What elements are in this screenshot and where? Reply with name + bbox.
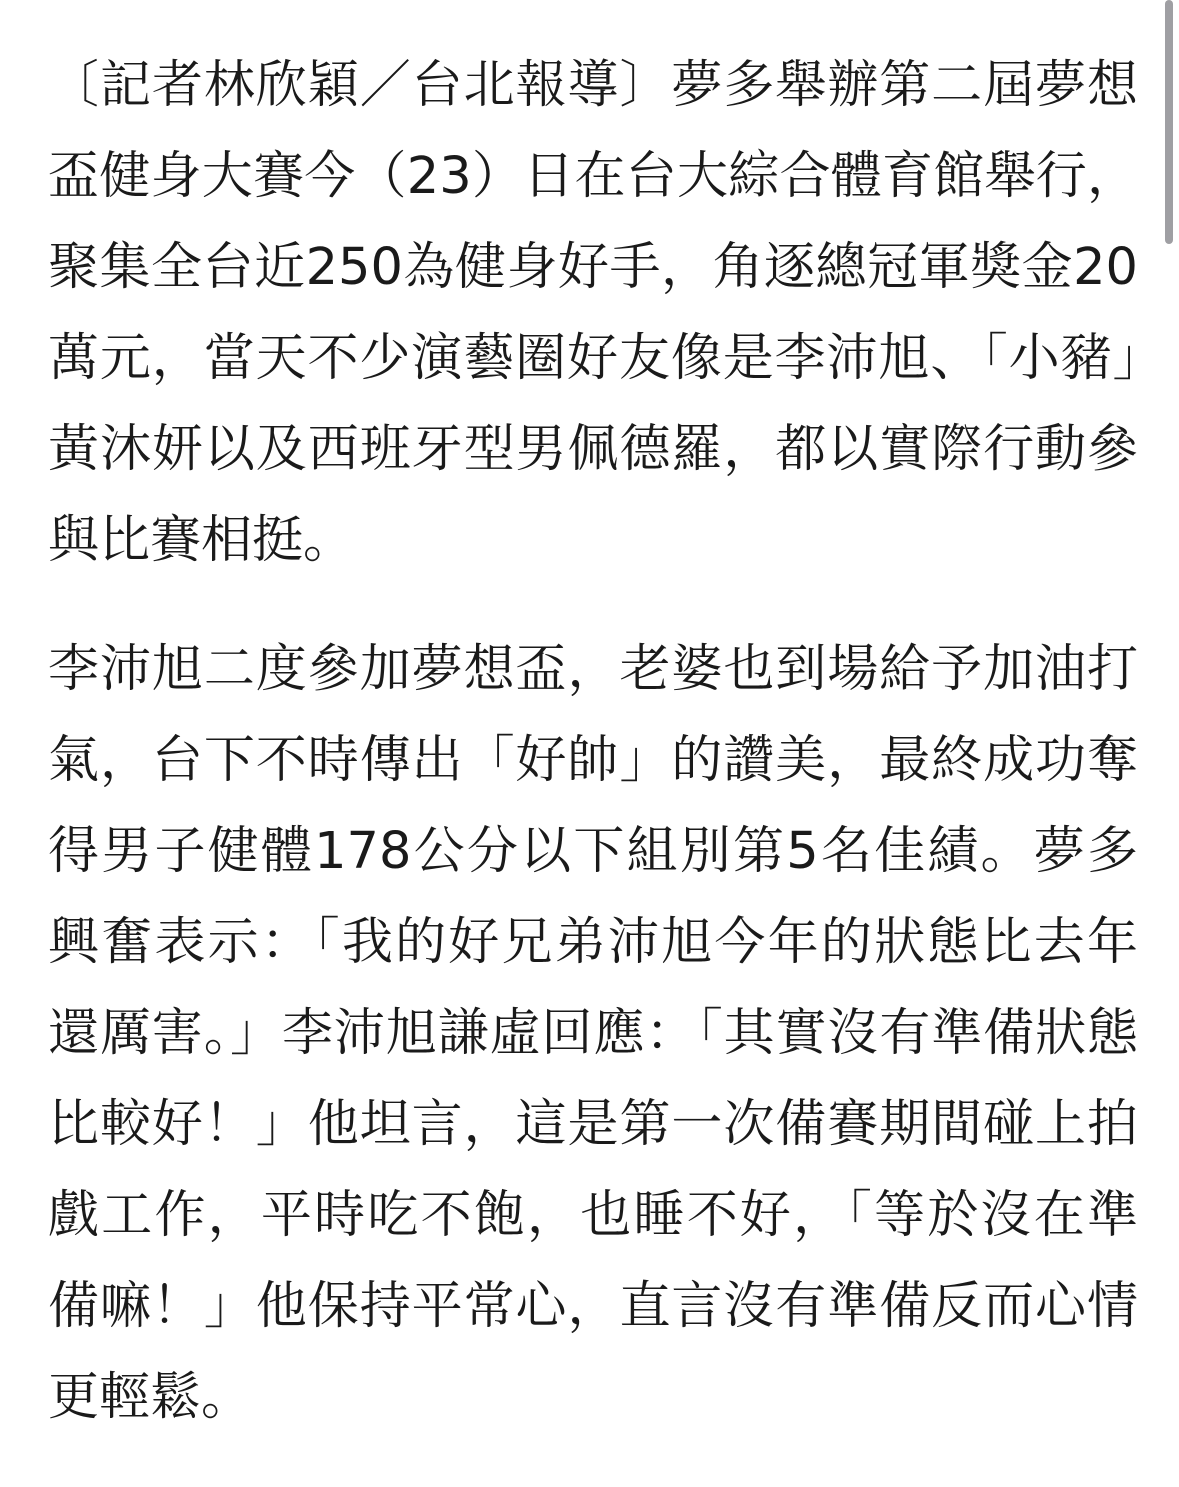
vertical-scrollbar[interactable]	[1165, 0, 1173, 244]
article-paragraph-1: 〔記者林欣穎／台北報導〕夢多舉辦第二屆夢想盃健身大賽今（23）日在台大綜合體育館舉行，聚集全台近250為健身好手，角逐總冠軍獎金20萬元，當天不少演藝圈好友像是李沛旭、「小豬」黃沐妍以及西班牙型男佩德羅，都以實際行動參與比賽相挺。	[48, 56, 1138, 570]
article-body	[48, 40, 1138, 1443]
article-paragraph-2: 李沛旭二度參加夢想盃，老婆也到場給予加油打氣，台下不時傳出「好帥」的讚美，最終成功奪得男子健體178公分以下組別第5名佳績。夢多興奮表示：「我的好兄弟沛旭今年的狀態比去年還厲害。」李沛旭謙虛回應：「其實沒有準備狀態比較好！」他坦言，這是第一次備賽期間碰上拍戲工作，平時吃不飽，也睡不好，「等於沒在準備嘛！」他保持平常心，直言沒有準備反而心情更輕鬆。	[48, 640, 1138, 1427]
